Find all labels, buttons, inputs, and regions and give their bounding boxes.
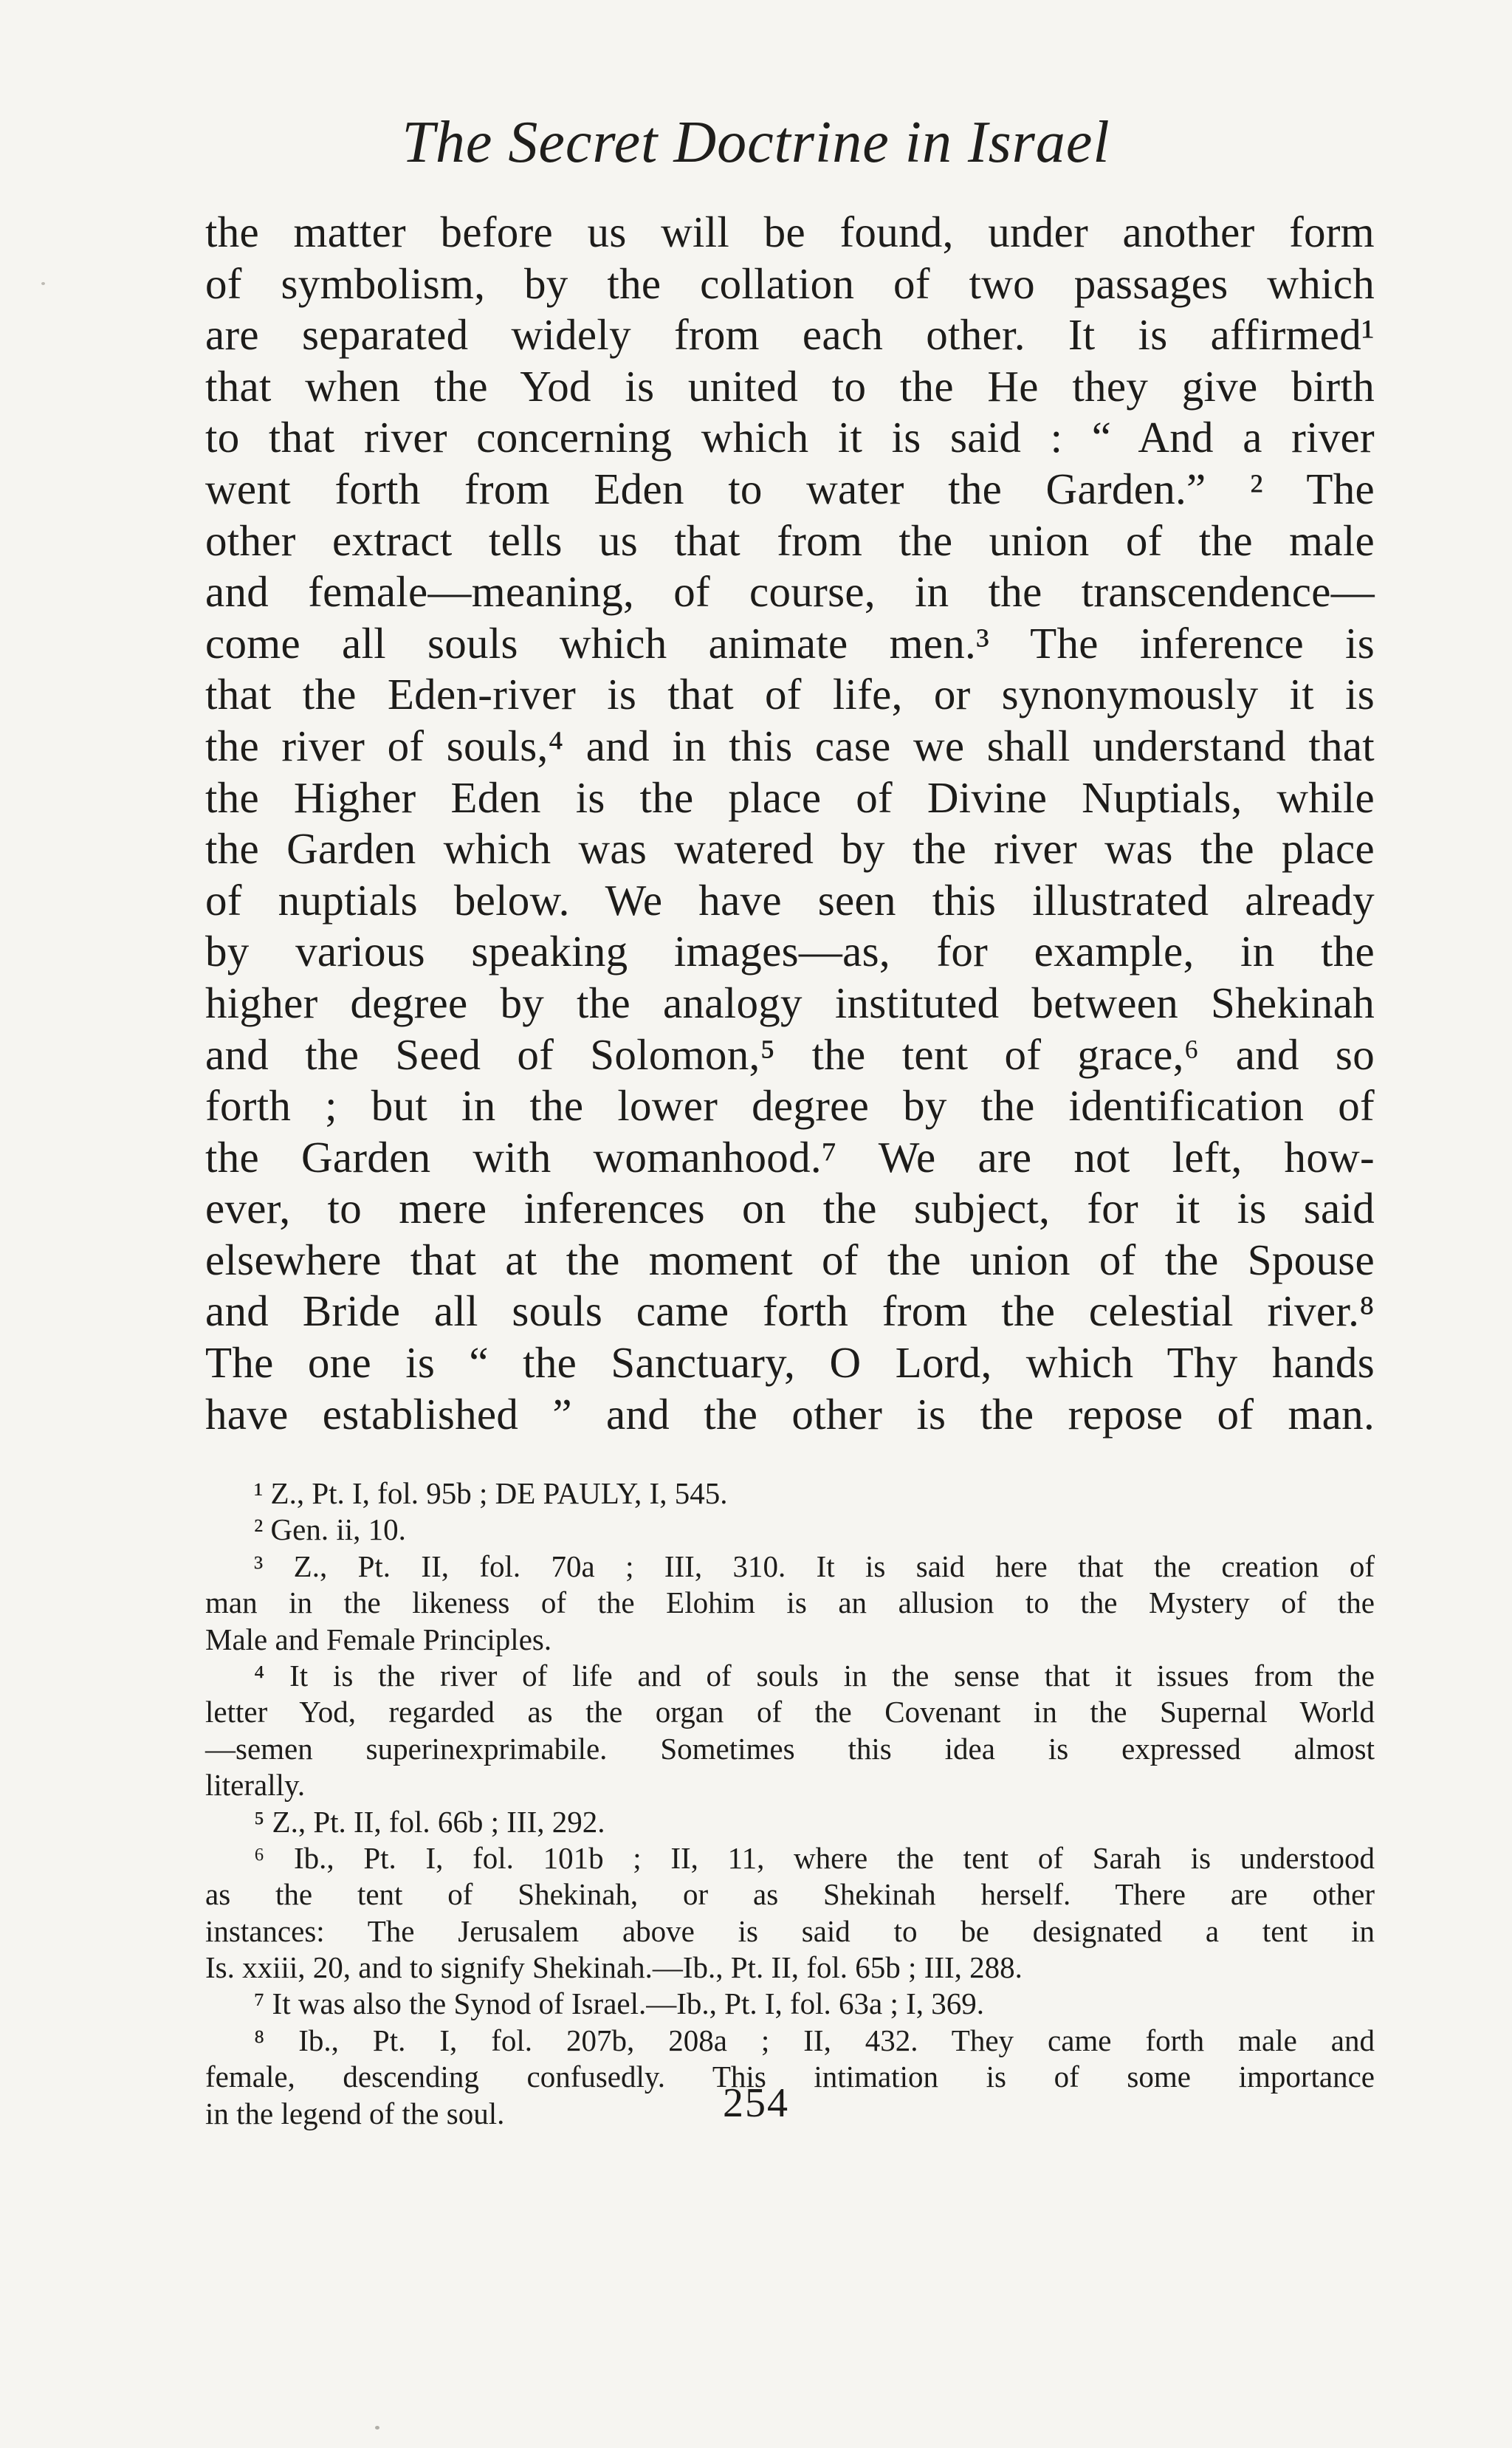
text-line: are separated widely from each other. It is affirmed¹ [205, 310, 1375, 360]
text-line: by various speaking images—as, for example, in the [205, 927, 1375, 976]
text-line: other extract tells us that from the union of the male [205, 515, 1375, 565]
text-line: have established ” and the other is the repose of man. [205, 1389, 1375, 1439]
text-line: the Higher Eden is the place of Divine Nuptials, while [205, 772, 1375, 822]
text-line: and female—meaning, of course, in the transcendence— [205, 567, 1375, 617]
footnote-line: —semen superinexprimabile. Sometimes this idea is expressed almost [205, 1731, 1375, 1766]
footnote-line: ³ Z., Pt. II, fol. 70a ; III, 310. It is said here that the creation of [254, 1549, 1375, 1583]
footnote-line: ⁷ It was also the Synod of Israel.—Ib., Pt. I, fol. 63a ; I, 369. [254, 1986, 985, 2021]
text-line: of nuptials below. We have seen this illustrated already [205, 875, 1375, 925]
text-line: that the Eden-river is that of life, or synonymously it is [205, 670, 1375, 719]
footnote-line: letter Yod, regarded as the organ of the Covenant in the Supernal World [205, 1695, 1375, 1729]
text-line: and the Seed of Solomon,⁵ the tent of grace,⁶ and so [205, 1029, 1375, 1079]
text-line: the river of souls,⁴ and in this case we shall understand that [205, 721, 1375, 770]
footnote-line: ² Gen. ii, 10. [254, 1512, 406, 1547]
footnote-line: man in the likeness of the Elohim is an allusion to the Mystery of the [205, 1585, 1375, 1620]
footnote-line: ⁸ Ib., Pt. I, fol. 207b, 208a ; II, 432. They came forth male and [254, 2023, 1375, 2057]
text-line: higher degree by the analogy instituted between Shekinah [205, 978, 1375, 1027]
running-head: The Secret Doctrine in Israel [402, 110, 1110, 175]
footnote-line: female, descending confusedly. This intimation is of some importance [205, 2060, 1375, 2094]
footnote-line: ⁵ Z., Pt. II, fol. 66b ; III, 292. [254, 1804, 605, 1839]
footnote-line: Male and Female Principles. [205, 1622, 552, 1656]
main-text [205, 207, 1375, 1440]
text-line: went forth from Eden to water the Garden.” ² The [205, 464, 1375, 513]
text-line: the Garden with womanhood.⁷ We are not left, how- [205, 1132, 1375, 1182]
text-line: come all souls which animate men.³ The inference is [205, 618, 1375, 668]
footnote-line: Is. xxiii, 20, and to signify Shekinah.—Ib., Pt. II, fol. 65b ; III, 288. [205, 1950, 1023, 1985]
paper-speck [375, 2426, 379, 2430]
footnote-line: in the legend of the soul. [205, 2096, 505, 2130]
footnote-line: ¹ Z., Pt. I, fol. 95b ; DE PAULY, I, 545. [254, 1476, 728, 1510]
text-line: elsewhere that at the moment of the union of the Spouse [205, 1235, 1375, 1284]
text-line: to that river concerning which it is said : “ And a river [205, 413, 1375, 462]
text-line: and Bride all souls came forth from the celestial river.⁸ [205, 1286, 1375, 1336]
footnote-line: ⁴ It is the river of life and of souls in the sense that it issues from the [254, 1658, 1375, 1693]
text-line: forth ; but in the lower degree by the identification of [205, 1081, 1375, 1131]
footnotes [205, 1475, 1375, 2132]
text-line: the matter before us will be found, under another form [205, 208, 1375, 256]
footnote-line: instances: The Jerusalem above is said to be designated a tent in [205, 1913, 1375, 1948]
page-number: 254 [723, 2080, 789, 2126]
text-line: the Garden which was watered by the river was the place [205, 824, 1375, 874]
footnote-line: ⁶ Ib., Pt. I, fol. 101b ; II, 11, where the tent of Sarah is understood [254, 1840, 1375, 1875]
text-line: of symbolism, by the collation of two passages which [205, 258, 1375, 308]
footnote-line: literally. [205, 1768, 306, 1803]
text-line: ever, to mere inferences on the subject, for it is said [205, 1184, 1375, 1233]
text-line: that when the Yod is united to the He they give birth [205, 361, 1375, 411]
footnote-line: as the tent of Shekinah, or as Shekinah herself. There are other [205, 1877, 1375, 1912]
text-line: The one is “ the Sanctuary, O Lord, which Thy hands [205, 1338, 1375, 1388]
paper-speck [41, 282, 45, 285]
